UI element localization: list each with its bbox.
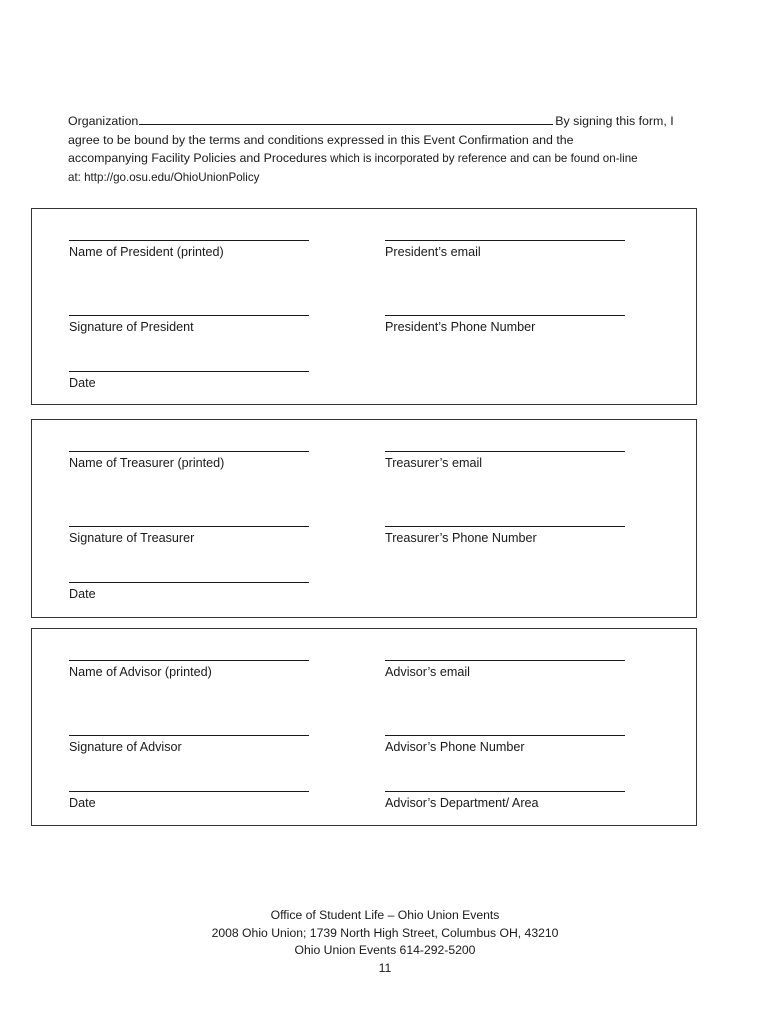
advisor-date-field[interactable] — [69, 791, 309, 811]
organization-label: Organization — [68, 114, 139, 128]
advisor-email-line[interactable] — [385, 660, 625, 661]
president-name-line[interactable] — [69, 240, 309, 241]
president-phone-line[interactable] — [385, 315, 625, 316]
treasurer-date-line[interactable] — [69, 582, 309, 583]
advisor-signature-field[interactable] — [69, 735, 309, 755]
advisor-signature-line[interactable] — [69, 735, 309, 736]
page-number: 11 — [378, 960, 392, 975]
agreement-line-1 — [68, 111, 698, 131]
footer-phone: Ohio Union Events 614-292-5200 — [294, 943, 476, 958]
agreement-line-2: agree to be bound by the terms and conditions expressed in this Event Confirmation and the — [68, 132, 574, 147]
advisor-phone-label: Advisor’s Phone Number — [385, 740, 525, 754]
agreement-paragraph — [68, 111, 698, 187]
treasurer-email-label: Treasurer’s email — [385, 456, 483, 470]
president-signature-field[interactable] — [69, 315, 309, 335]
organization-blank[interactable] — [139, 111, 553, 125]
treasurer-date-field[interactable] — [69, 582, 309, 602]
treasurer-email-field[interactable] — [385, 451, 625, 471]
president-date-label: Date — [69, 376, 96, 390]
policy-link-line: at: http://go.osu.edu/OhioUnionPolicy — [68, 170, 260, 184]
treasurer-name-line[interactable] — [69, 451, 309, 452]
president-phone-field[interactable] — [385, 315, 625, 335]
advisor-date-label: Date — [69, 796, 96, 810]
treasurer-phone-line[interactable] — [385, 526, 625, 527]
advisor-phone-field[interactable] — [385, 735, 625, 755]
advisor-email-label: Advisor’s email — [385, 665, 470, 679]
agreement-line-1-tail: By signing this form, I — [555, 114, 674, 128]
advisor-name-line[interactable] — [69, 660, 309, 661]
treasurer-name-field[interactable] — [69, 451, 309, 471]
treasurer-email-line[interactable] — [385, 451, 625, 452]
advisor-name-label: Name of Advisor (printed) — [69, 665, 212, 679]
president-email-line[interactable] — [385, 240, 625, 241]
advisor-signature-label: Signature of Advisor — [69, 740, 182, 754]
treasurer-signature-box — [31, 419, 697, 618]
agreement-line-3a: accompanying Facility Policies and Procedures — [68, 151, 327, 166]
advisor-department-line[interactable] — [385, 791, 625, 792]
treasurer-date-label: Date — [69, 587, 96, 601]
advisor-signature-box — [31, 628, 697, 826]
footer-office: Office of Student Life – Ohio Union Events — [270, 908, 500, 922]
treasurer-name-label: Name of Treasurer (printed) — [69, 456, 225, 470]
president-name-label: Name of President (printed) — [69, 245, 224, 259]
president-date-field[interactable] — [69, 371, 309, 391]
president-signature-label: Signature of President — [69, 320, 194, 334]
president-email-label: President’s email — [385, 245, 481, 259]
advisor-department-field[interactable] — [385, 791, 625, 811]
advisor-department-label: Advisor’s Department/ Area — [385, 796, 539, 810]
footer-address: 2008 Ohio Union; 1739 North High Street, Columbus OH, 43210 — [211, 925, 559, 940]
treasurer-phone-label: Treasurer’s Phone Number — [385, 531, 537, 545]
president-signature-line[interactable] — [69, 315, 309, 316]
advisor-phone-line[interactable] — [385, 735, 625, 736]
advisor-name-field[interactable] — [69, 660, 309, 680]
treasurer-phone-field[interactable] — [385, 526, 625, 546]
agreement-line-3b: which is incorporated by reference and can be found on-line — [326, 152, 638, 166]
president-date-line[interactable] — [69, 371, 309, 372]
advisor-date-line[interactable] — [69, 791, 309, 792]
president-email-field[interactable] — [385, 240, 625, 260]
advisor-email-field[interactable] — [385, 660, 625, 680]
president-signature-box — [31, 208, 697, 405]
treasurer-signature-field[interactable] — [69, 526, 309, 546]
agreement-line-3 — [68, 149, 698, 169]
page-footer — [0, 907, 770, 977]
president-name-field[interactable] — [69, 240, 309, 260]
treasurer-signature-label: Signature of Treasurer — [69, 531, 195, 545]
president-phone-label: President’s Phone Number — [385, 320, 536, 334]
treasurer-signature-line[interactable] — [69, 526, 309, 527]
